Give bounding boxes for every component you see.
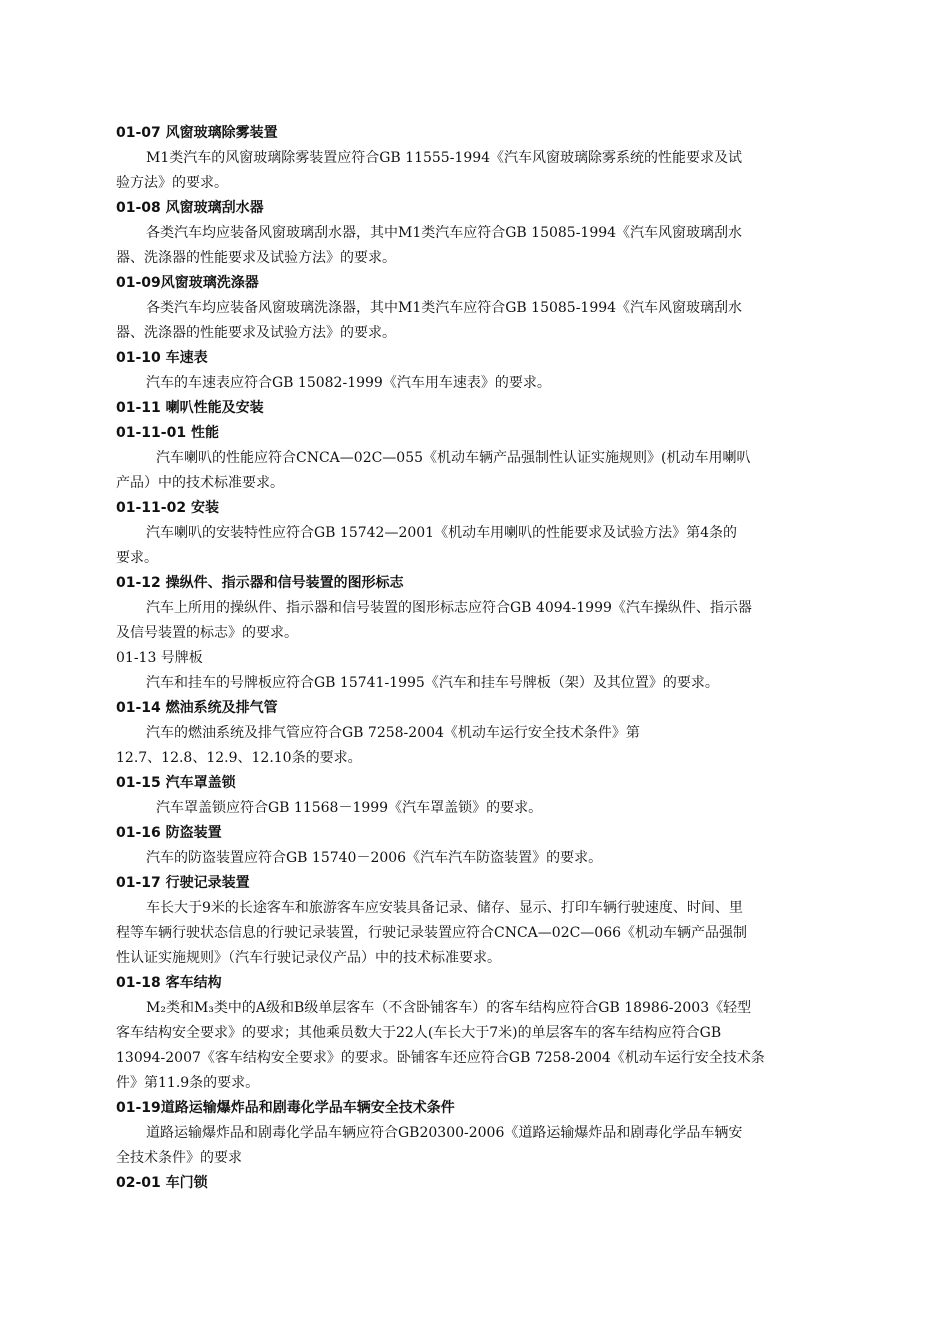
paragraph-line: 车长大于9米的长途客车和旅游客车应安装具备记录、储存、显示、打印车辆行驶速度、时间、里 [146,900,743,916]
section-paragraph [116,521,838,571]
section-heading: 01-11-02 安装 [116,500,219,516]
paragraph-line: 道路运输爆炸品和剧毒化学品车辆应符合GB20300-2006《道路运输爆炸品和剧毒化学品车辆安 [146,1125,743,1141]
paragraph-line: 汽车罩盖锁应符合GB 11568－1999《汽车罩盖锁》的要求。 [156,800,543,816]
paragraph-line: 汽车的防盗装置应符合GB 15740－2006《汽车汽车防盗装置》的要求。 [146,850,603,866]
paragraph-line: 各类汽车均应装备风窗玻璃洗涤器，其中M1类汽车应符合GB 15085-1994《汽车风窗玻璃刮水 [146,300,743,316]
section-paragraph [116,896,838,971]
section-heading: 01-14 燃油系统及排气管 [116,700,278,716]
paragraph-line: 器、洗涤器的性能要求及试验方法》的要求。 [116,250,396,266]
section-paragraph [116,146,838,196]
section-paragraph [116,446,838,496]
section-paragraph [116,846,838,871]
section-paragraph [116,996,838,1096]
section-heading: 02-01 车门锁 [116,1175,208,1191]
section-heading: 01-16 防盗装置 [116,825,222,841]
paragraph-line: M₂类和M₃类中的A级和B级单层客车（不含卧铺客车）的客车结构应符合GB 18986-2003《轻型 [146,1000,752,1016]
section-paragraph [116,721,838,771]
paragraph-line: 各类汽车均应装备风窗玻璃刮水器，其中M1类汽车应符合GB 15085-1994《汽车风窗玻璃刮水 [146,225,743,241]
section-heading: 01-12 操纵件、指示器和信号装置的图形标志 [116,575,404,591]
section-heading: 01-07 风窗玻璃除雾装置 [116,125,278,141]
section-heading: 01-13 号牌板 [116,650,203,666]
paragraph-line: 汽车的燃油系统及排气管应符合GB 7258-2004《机动车运行安全技术条件》第 [146,725,640,741]
paragraph-line: 汽车上所用的操纵件、指示器和信号装置的图形标志应符合GB 4094-1999《汽车操纵件、指示器 [146,600,752,616]
paragraph-line: 12.7、12.8、12.9、12.10条的要求。 [116,750,362,766]
section-heading: 01-19道路运输爆炸品和剧毒化学品车辆安全技术条件 [116,1100,455,1116]
paragraph-line: 程等车辆行驶状态信息的行驶记录装置，行驶记录装置应符合CNCA—02C—066《机动车辆产品强制 [116,925,748,941]
paragraph-line: 件》第11.9条的要求。 [116,1075,260,1091]
paragraph-line: 全技术条件》的要求 [116,1150,242,1166]
section-paragraph [116,371,838,396]
section-paragraph [116,796,838,821]
paragraph-line: 汽车的车速表应符合GB 15082-1999《汽车用车速表》的要求。 [146,375,551,391]
section-heading: 01-17 行驶记录装置 [116,875,250,891]
paragraph-line: 要求。 [116,550,158,566]
section-paragraph [116,221,838,271]
paragraph-line: 及信号装置的标志》的要求。 [116,625,298,641]
section-heading: 01-10 车速表 [116,350,208,366]
section-heading: 01-11-01 性能 [116,425,219,441]
section-paragraph [116,296,838,346]
section-paragraph [116,596,838,646]
section-heading: 01-08 风窗玻璃刮水器 [116,200,264,216]
paragraph-line: 13094-2007《客车结构安全要求》的要求。卧铺客车还应符合GB 7258-2004《机动车运行安全技术条 [116,1050,765,1066]
section-heading: 01-11 喇叭性能及安装 [116,400,264,416]
section-heading: 01-18 客车结构 [116,975,222,991]
paragraph-line: 器、洗涤器的性能要求及试验方法》的要求。 [116,325,396,341]
section-heading: 01-15 汽车罩盖锁 [116,775,236,791]
document-page [116,121,838,1196]
section-paragraph [116,1121,838,1171]
section-heading: 01-09风窗玻璃洗涤器 [116,275,259,291]
paragraph-line: M1类汽车的风窗玻璃除雾装置应符合GB 11555-1994《汽车风窗玻璃除雾系统的性能要求及试 [146,150,743,166]
paragraph-line: 产品）中的技术标准要求。 [116,475,284,491]
paragraph-line: 验方法》的要求。 [116,175,228,191]
paragraph-line: 汽车和挂车的号牌板应符合GB 15741-1995《汽车和挂车号牌板（架）及其位置》的要求。 [146,675,719,691]
paragraph-line: 性认证实施规则》（汽车行驶记录仪产品）中的技术标准要求。 [116,950,501,966]
paragraph-line: 汽车喇叭的性能应符合CNCA—02C—055《机动车辆产品强制性认证实施规则》(机动车用喇叭 [156,450,751,466]
paragraph-line: 客车结构安全要求》的要求；其他乘员数大于22人(车长大于7米)的单层客车的客车结构应符合GB [116,1025,722,1041]
paragraph-line: 汽车喇叭的安装特性应符合GB 15742—2001《机动车用喇叭的性能要求及试验方法》第4条的 [146,525,737,541]
section-paragraph [116,671,838,696]
